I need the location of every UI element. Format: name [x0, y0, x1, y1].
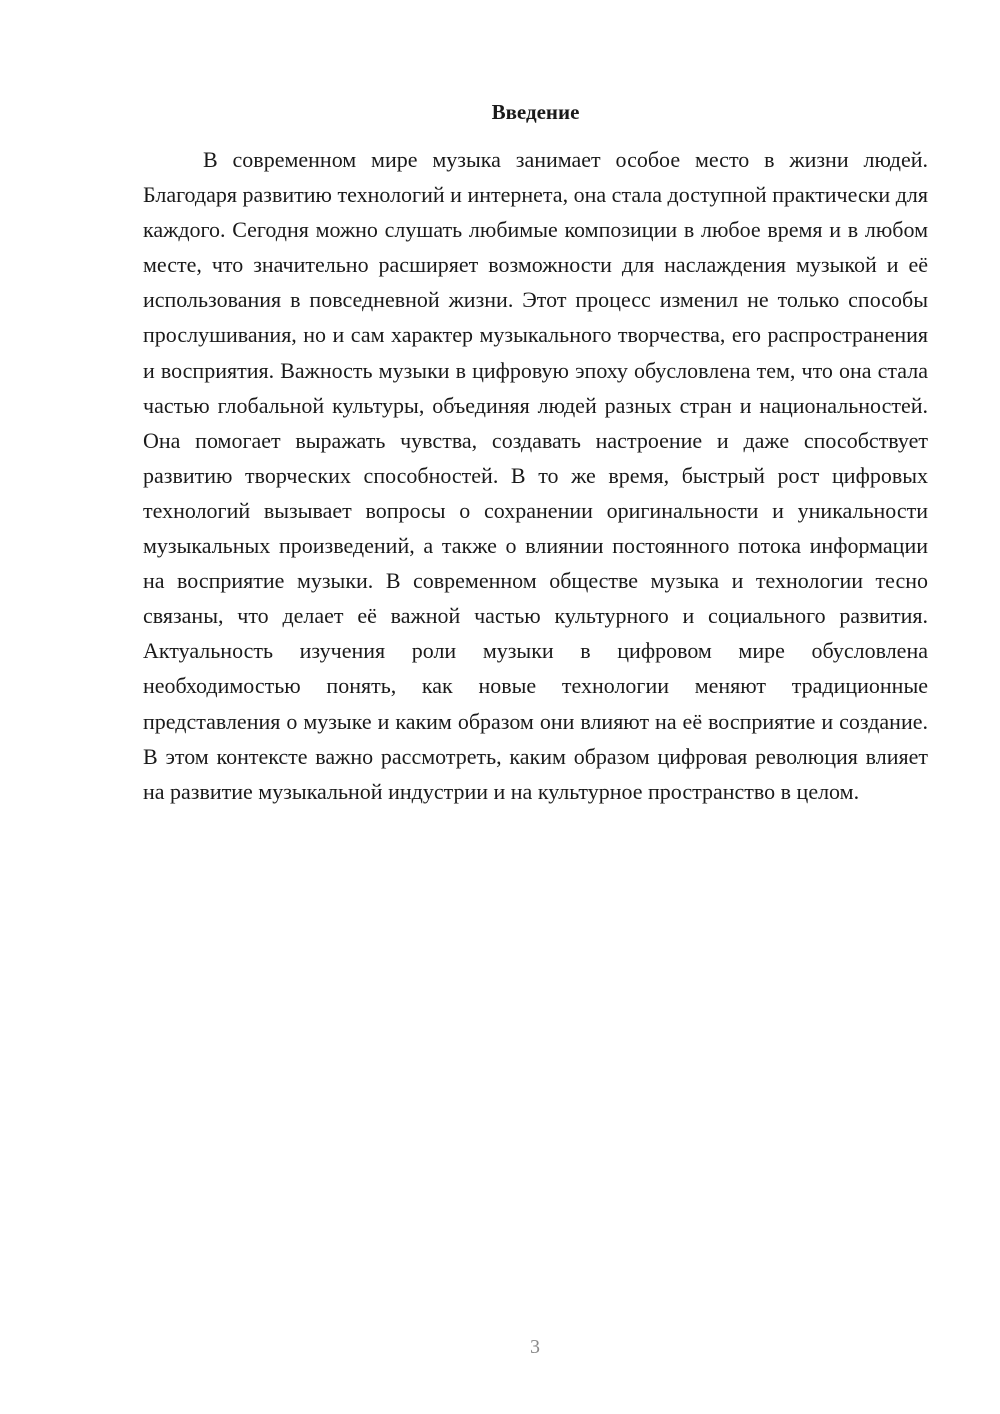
body-paragraph: В современном мире музыка занимает особое место в жизни людей. Благодаря развитию технологий и интернета, она стала доступной практически для каждого. Сегодня можно слушать любимые композиции в любое время и в любом месте, что значительно расширяет возможности для наслаждения музыкой и её использования в повседневной жизни. Этот процесс изменил не только способы прослушивания, но и сам характер музыкального творчества, его распространения и восприятия. Важность музыки в цифровую эпоху обусловлена тем, что она стала частью глобальной культуры, объединяя людей разных стран и национальностей. Она помогает выражать чувства, создавать настроение и даже способствует развитию творческих способностей. В то же время, быстрый рост цифровых технологий вызывает вопросы о сохранении оригинальности и уникальности музыкальных произведений, а также о влиянии постоянного потока информации на восприятие музыки. В современном обществе музыка и технологии тесно связаны, что делает её важной частью культурного и социального развития. Актуальность изучения роли музыки в цифровом мире обусловлена необходимостью понять, как новые технологии меняют традиционные представления о музыке и каким образом они влияют на её восприятие и создание. В этом контексте важно рассмотреть, каким образом цифровая революция влияет на развитие музыкальной индустрии и на культурное пространство в целом.	[143, 147, 928, 804]
page-number: 3	[530, 1336, 540, 1358]
section-title: Введение	[491, 100, 580, 124]
